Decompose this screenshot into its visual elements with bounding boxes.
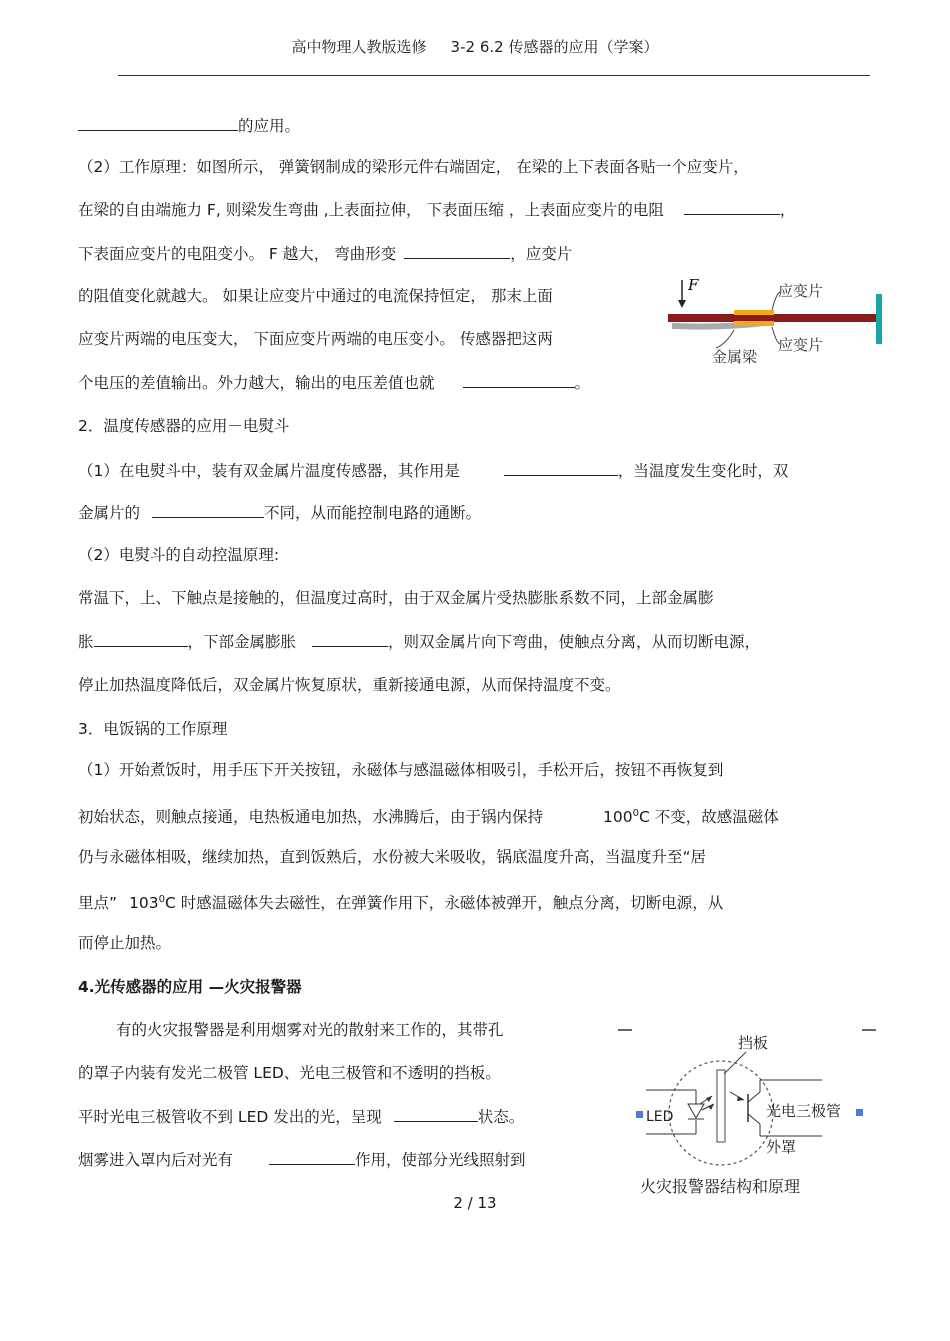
- fill-blank[interactable]: [394, 1106, 478, 1122]
- page-header: [0, 36, 950, 57]
- line-20: 而停止加热。: [78, 934, 172, 952]
- line-text: ，下部金属膨胀: [187, 633, 297, 651]
- force-arrowhead: [678, 300, 686, 308]
- led-label: LED: [646, 1109, 674, 1125]
- line-16: （1）开始煮饭时，用手压下开关按钮，永磁体与感温磁体相吸引，手松开后，按钮不再恢复到: [78, 761, 724, 779]
- fill-blank[interactable]: [504, 460, 618, 476]
- line-21: 4.光传感器的应用 —火灾报警器: [78, 978, 302, 996]
- fill-blank[interactable]: [269, 1149, 355, 1165]
- line-text: 。: [574, 374, 591, 392]
- light-ray-head: [706, 1096, 712, 1102]
- strain-gauge-bottom: [734, 321, 774, 326]
- line-18: 仍与永磁体相吸，继续加热，直到饭熟后，水份被大米吸收，锅底温度升高，当温度升至“居: [78, 848, 707, 866]
- line-text: 个电压的差值输出。外力越大，输出的电压差值也就: [78, 374, 435, 392]
- degree-mark: 0: [158, 894, 165, 905]
- line-text: 里点”: [78, 894, 118, 913]
- line-text: ，应变片: [510, 245, 573, 263]
- line-text: 的应用。: [238, 117, 301, 135]
- line-text: 金属片的: [78, 504, 141, 522]
- line-23: 的罩子内装有发光二极管 LED、光电三极管和不透明的挡板。: [78, 1064, 501, 1082]
- line-text: ，则双金属片向下弯曲，使触点分离，从而切断电源，: [388, 633, 761, 651]
- line-text: 作用，使部分光线照射到: [355, 1151, 526, 1169]
- line-text: 不同，从而能控制电路的通断。: [264, 504, 482, 522]
- temperature-value: 100: [603, 808, 633, 827]
- line-text: ，: [779, 201, 796, 219]
- line-text: 初始状态，则触点接通，电热板通电加热，水沸腾后，由于锅内保持: [78, 808, 544, 827]
- line-text: 烟雾进入罩内后对光有: [78, 1151, 234, 1169]
- line-15: 3．电饭锅的工作原理: [78, 720, 228, 738]
- right-terminal-marker: [856, 1109, 863, 1116]
- top-gauge-label: 应变片: [778, 282, 824, 300]
- page-number: 2 / 13: [453, 1194, 497, 1212]
- light-ray-head: [708, 1104, 714, 1110]
- fill-blank[interactable]: [463, 372, 575, 388]
- line-text: 状态。: [477, 1108, 525, 1126]
- line-text: C 时感温磁体失去磁性，在弹簧作用下，永磁体被弹开，触点分离，切断电源，从: [165, 894, 724, 913]
- line-17: [78, 804, 779, 827]
- line-10: [78, 502, 481, 523]
- line-text: ，当温度发生变化时，双: [617, 462, 789, 480]
- line-1: [78, 115, 300, 136]
- phototransistor-emitter: [748, 1114, 760, 1124]
- strain-gauge-top: [734, 310, 774, 315]
- temperature-value: 103: [129, 894, 159, 913]
- left-terminal-marker: [636, 1111, 643, 1118]
- line-4: [78, 243, 572, 264]
- header-rule: [118, 75, 870, 76]
- baffle: [717, 1070, 725, 1142]
- fill-blank[interactable]: [684, 199, 780, 215]
- line-25: [78, 1149, 526, 1170]
- fixed-wall: [876, 294, 882, 344]
- baffle-label: 挡板: [738, 1034, 769, 1052]
- figure-caption: 火灾报警器结构和原理: [640, 1177, 801, 1196]
- fill-blank[interactable]: [312, 631, 388, 647]
- line-7: [78, 372, 590, 393]
- baffle-leader: [724, 1052, 746, 1074]
- header-title-right: 3-2 6.2 传感器的应用（学案）: [450, 38, 659, 56]
- fill-blank[interactable]: [94, 631, 188, 647]
- line-text: （1）在电熨斗中，装有双金属片温度传感器，其作用是: [78, 462, 460, 480]
- line-13: [78, 631, 760, 652]
- line-text: 平时光电三极管收不到 LED 发出的光，呈现: [78, 1108, 382, 1126]
- line-text: 胀: [78, 633, 94, 651]
- line-6: 应变片两端的电压变大， 下面应变片两端的电压变小。 传感器把这两: [78, 330, 553, 348]
- force-label: F: [688, 276, 699, 294]
- fill-blank[interactable]: [78, 115, 238, 131]
- line-24: [78, 1106, 524, 1127]
- beam-label: 金属梁: [712, 348, 758, 366]
- phototransistor-collector: [748, 1092, 760, 1102]
- incoming-light-head: [737, 1096, 744, 1101]
- line-text: 在梁的自由端施力 F, 则梁发生弯曲 ,上表面拉伸， 下表面压缩 ，上表面应变片的电阻: [78, 201, 664, 219]
- leader-beam: [716, 330, 734, 348]
- fill-blank[interactable]: [404, 243, 510, 259]
- line-22: 有的火灾报警器是利用烟雾对光的散射来工作的，其带孔: [116, 1021, 504, 1039]
- line-14: 停止加热温度降低后，双金属片恢复原状，重新接通电源，从而保持温度不变。: [78, 676, 621, 694]
- line-text: 下表面应变片的电阻变小。 F 越大， 弯曲形变: [78, 245, 397, 263]
- line-text: C 不变，故感温磁体: [638, 808, 779, 827]
- metal-beam: [668, 314, 878, 322]
- line-11: （2）电熨斗的自动控温原理:: [78, 546, 280, 564]
- line-8: 2．温度传感器的应用－电熨斗: [78, 417, 290, 435]
- line-2: （2）工作原理：如图所示， 弹簧钢制成的梁形元件右端固定， 在梁的上下表面各贴一个应变片，: [78, 158, 749, 176]
- phototransistor-label: 光电三极管: [766, 1102, 842, 1120]
- line-9: [78, 460, 788, 481]
- line-12: 常温下，上、下触点是接触的，但温度过高时，由于双金属片受热膨胀系数不同，上部金属膨: [78, 589, 714, 607]
- line-3: [78, 199, 795, 220]
- fire-alarm-figure: [616, 1018, 880, 1178]
- bottom-gauge-label: 应变片: [778, 336, 824, 354]
- cover-label: 外罩: [766, 1138, 797, 1156]
- line-5: 的阻值变化就越大。 如果让应变片中通过的电流保持恒定， 那末上面: [78, 287, 553, 305]
- led-diode: [688, 1104, 704, 1118]
- line-19: [78, 890, 723, 913]
- degree-mark: 0: [632, 808, 639, 819]
- fill-blank[interactable]: [152, 502, 264, 518]
- header-title-left: 高中物理人教版选修: [291, 38, 427, 56]
- strain-gauge-figure: [664, 270, 890, 370]
